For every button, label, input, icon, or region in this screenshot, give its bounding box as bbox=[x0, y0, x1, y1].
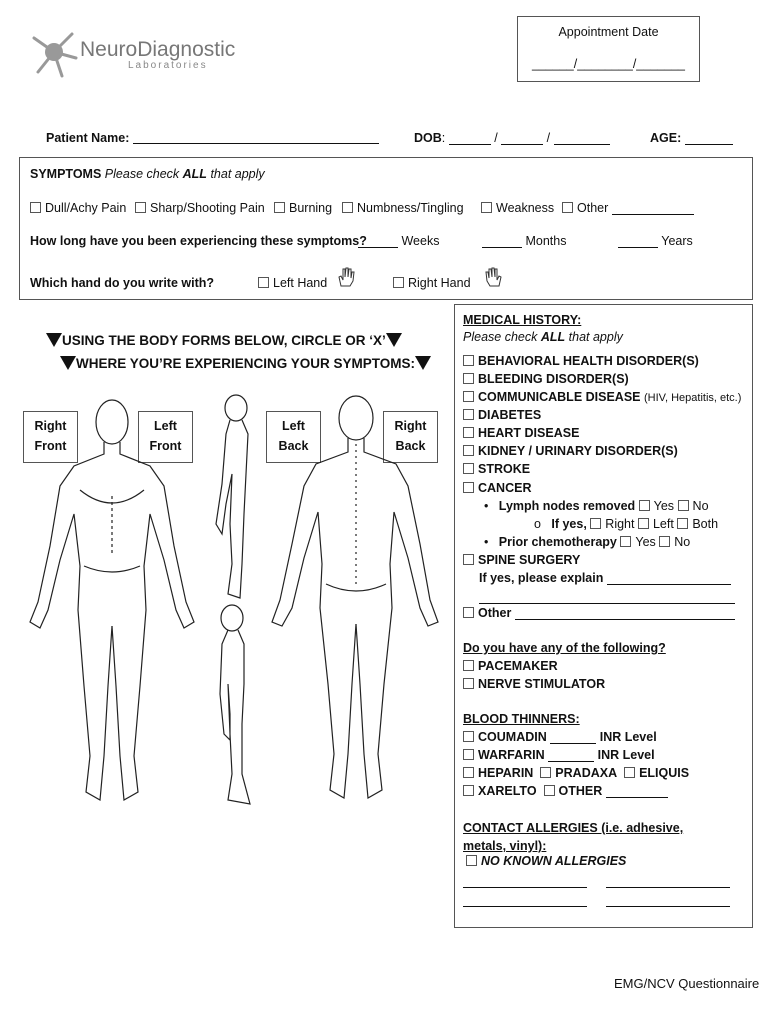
body-side-figure-lower[interactable] bbox=[204, 604, 264, 810]
logo-icon bbox=[28, 28, 80, 80]
dob-day-field[interactable] bbox=[501, 132, 543, 145]
spine-explain-line[interactable] bbox=[479, 590, 735, 604]
history-item[interactable]: STROKE bbox=[463, 462, 530, 476]
years-entry[interactable]: Years bbox=[618, 234, 693, 248]
symptoms-instruction-post: that apply bbox=[210, 167, 265, 181]
history-item[interactable]: CANCER bbox=[463, 481, 531, 495]
checkbox[interactable] bbox=[135, 202, 146, 213]
history-item[interactable]: PACEMAKER bbox=[463, 659, 558, 673]
other-symptom-field[interactable] bbox=[612, 202, 694, 215]
age-label: AGE: bbox=[650, 131, 682, 145]
lymph-side-row: o If yes, Right Left Both bbox=[534, 517, 719, 531]
history-item[interactable]: BLEEDING DISORDER(S) bbox=[463, 372, 629, 386]
logo-sub: Laboratories bbox=[128, 60, 208, 71]
right-hand-icon bbox=[484, 266, 504, 288]
checkbox[interactable] bbox=[30, 202, 41, 213]
left-hand-icon bbox=[336, 266, 356, 288]
history-item[interactable]: NERVE STIMULATOR bbox=[463, 677, 605, 691]
checkbox[interactable] bbox=[342, 202, 353, 213]
body-front-figure[interactable] bbox=[24, 396, 200, 814]
checkbox[interactable] bbox=[481, 202, 492, 213]
logo-name: NeuroDiagnostic bbox=[80, 38, 236, 61]
thinner-item[interactable]: HEPARIN PRADAXA ELIQUIS bbox=[463, 766, 689, 780]
symptom-option[interactable]: Dull/Achy Pain bbox=[30, 201, 126, 215]
medical-title: MEDICAL HISTORY: bbox=[463, 313, 582, 327]
weeks-field[interactable] bbox=[358, 235, 398, 248]
label-right-front: Right Front bbox=[23, 411, 78, 463]
down-triangle-icon bbox=[46, 333, 62, 347]
age-field[interactable] bbox=[685, 132, 733, 145]
medical-instruction: Please check ALL that apply bbox=[463, 330, 623, 344]
following-question: Do you have any of the following? bbox=[463, 641, 666, 655]
body-forms-line2: WHERE YOU’RE EXPERIENCING YOUR SYMPTOMS: bbox=[60, 356, 431, 371]
body-forms-line1: USING THE BODY FORMS BELOW, CIRCLE OR ‘X’ bbox=[46, 333, 402, 348]
right-hand-option[interactable]: Right Hand bbox=[393, 276, 471, 290]
blood-thinners-title: BLOOD THINNERS: bbox=[463, 712, 580, 726]
appointment-box bbox=[517, 16, 700, 82]
lymph-row: • Lymph nodes removed Yes No bbox=[484, 499, 709, 513]
checkbox[interactable] bbox=[274, 202, 285, 213]
patient-name-label: Patient Name: bbox=[46, 131, 130, 145]
allergy-line-1a[interactable] bbox=[463, 874, 587, 888]
symptoms-title: SYMPTOMS bbox=[30, 167, 102, 181]
history-item[interactable]: KIDNEY / URINARY DISORDER(S) bbox=[463, 444, 678, 458]
history-item[interactable]: DIABETES bbox=[463, 408, 541, 422]
body-side-figure-upper[interactable] bbox=[204, 394, 264, 604]
symptom-option-other[interactable]: Other bbox=[562, 201, 694, 215]
history-item[interactable]: COMMUNICABLE DISEASE (HIV, Hepatitis, etc.) bbox=[463, 390, 741, 404]
symptom-option[interactable]: Burning bbox=[274, 201, 332, 215]
label-left-back: Left Back bbox=[266, 411, 321, 463]
checkbox[interactable] bbox=[258, 277, 269, 288]
history-item[interactable]: HEART DISEASE bbox=[463, 426, 579, 440]
hand-question: Which hand do you write with? bbox=[30, 276, 215, 290]
thinner-item[interactable]: COUMADIN INR Level bbox=[463, 730, 657, 744]
allergy-line-2b[interactable] bbox=[606, 893, 730, 907]
symptoms-instruction-pre: Please check bbox=[104, 167, 180, 181]
body-back-figure[interactable] bbox=[270, 394, 440, 814]
checkbox[interactable] bbox=[393, 277, 404, 288]
dob-month-field[interactable] bbox=[449, 132, 491, 145]
thinner-item[interactable]: WARFARIN INR Level bbox=[463, 748, 655, 762]
symptom-option[interactable]: Sharp/Shooting Pain bbox=[135, 201, 265, 215]
allergy-line-2a[interactable] bbox=[463, 893, 587, 907]
history-item-other[interactable]: Other bbox=[463, 606, 735, 620]
chemo-row: • Prior chemotherapy Yes No bbox=[484, 535, 691, 549]
allergy-line-1b[interactable] bbox=[606, 874, 730, 888]
checkbox[interactable] bbox=[562, 202, 573, 213]
down-triangle-icon bbox=[415, 356, 431, 370]
age-row bbox=[650, 131, 733, 145]
down-triangle-icon bbox=[60, 356, 76, 370]
dob-year-field[interactable] bbox=[554, 132, 610, 145]
dob-label: DOB bbox=[414, 131, 442, 145]
symptom-option[interactable]: Numbness/Tingling bbox=[342, 201, 464, 215]
weeks-entry[interactable]: Weeks bbox=[358, 234, 439, 248]
appointment-label: Appointment Date bbox=[558, 25, 659, 39]
years-field[interactable] bbox=[618, 235, 658, 248]
duration-question: How long have you been experiencing these symptoms? bbox=[30, 234, 367, 248]
label-right-back: Right Back bbox=[383, 411, 438, 463]
thinner-item[interactable]: XARELTO OTHER bbox=[463, 784, 668, 798]
patient-name-field[interactable] bbox=[133, 131, 379, 144]
months-field[interactable] bbox=[482, 235, 522, 248]
symptoms-header bbox=[30, 167, 265, 181]
symptoms-instruction-all: ALL bbox=[182, 167, 207, 181]
footer-title: EMG/NCV Questionnaire bbox=[614, 976, 760, 991]
history-item[interactable]: SPINE SURGERY bbox=[463, 553, 580, 567]
months-entry[interactable]: Months bbox=[482, 234, 566, 248]
symptom-option[interactable]: Weakness bbox=[481, 201, 554, 215]
left-hand-option[interactable]: Left Hand bbox=[258, 276, 327, 290]
history-item[interactable]: BEHAVIORAL HEALTH DISORDER(S) bbox=[463, 354, 699, 368]
down-triangle-icon bbox=[386, 333, 402, 347]
spine-explain: If yes, please explain bbox=[479, 571, 731, 585]
no-allergies-option[interactable]: NO KNOWN ALLERGIES bbox=[466, 854, 626, 868]
dob-row: DOB: / / bbox=[414, 131, 610, 145]
label-left-front: Left Front bbox=[138, 411, 193, 463]
appointment-date-field[interactable]: ______/________/_______ bbox=[532, 57, 685, 71]
allergies-title: CONTACT ALLERGIES (i.e. adhesive, metals, vinyl): bbox=[463, 821, 684, 853]
